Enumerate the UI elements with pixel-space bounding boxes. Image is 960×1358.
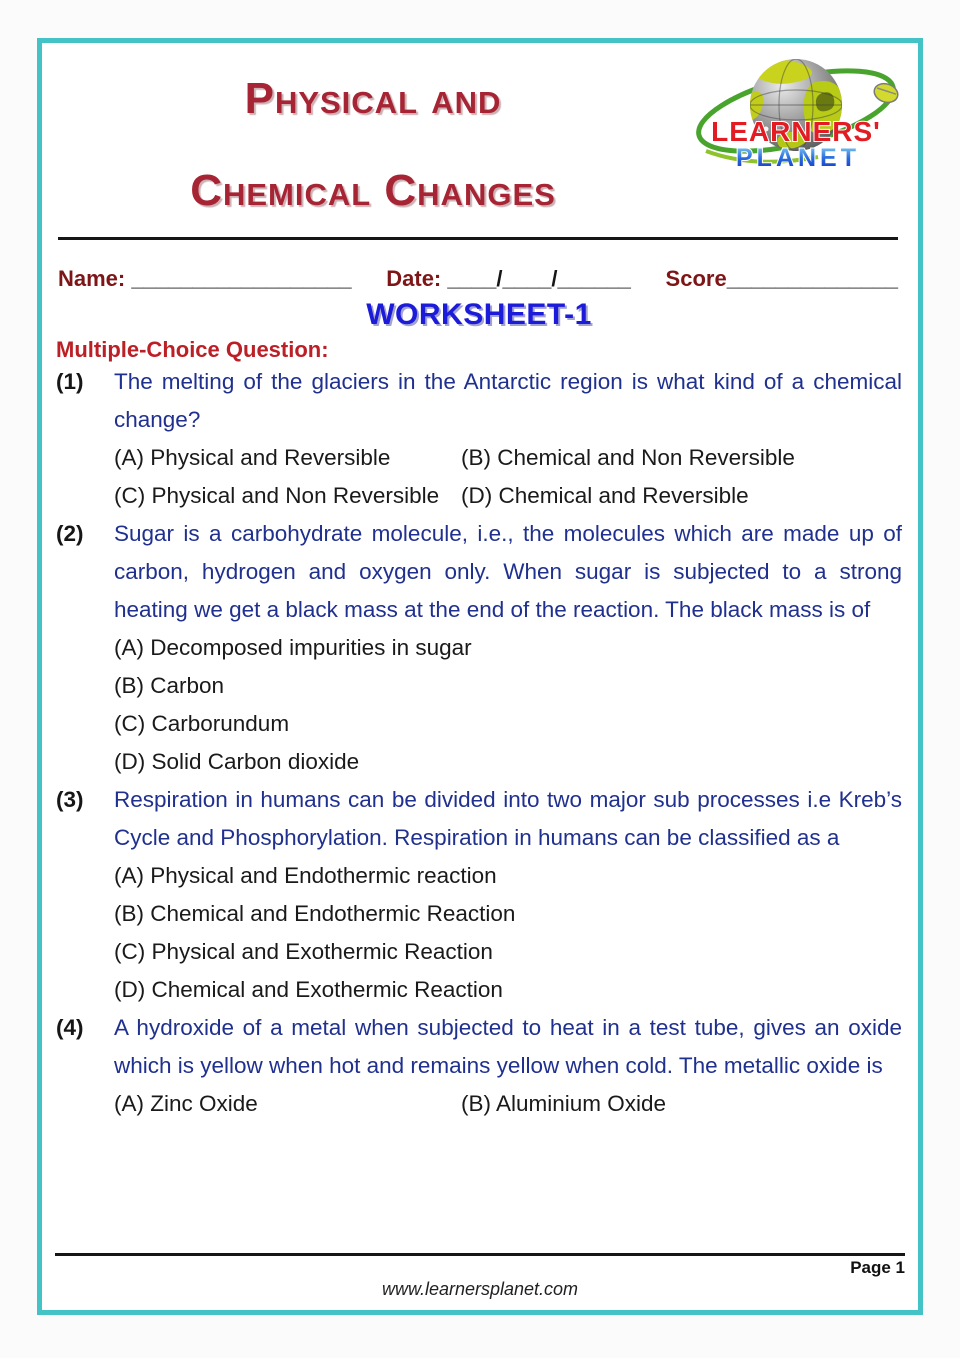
question-number: (3)	[56, 787, 84, 812]
page-title	[56, 53, 690, 237]
page-header	[56, 53, 902, 237]
question-text: The melting of the glaciers in the Antarctic region is what kind of a chemical change?	[114, 369, 902, 432]
option-d: (D) Solid Carbon dioxide	[114, 749, 360, 774]
mouse-icon	[872, 81, 900, 106]
footer-divider	[55, 1253, 905, 1256]
option-a: (A) Zinc Oxide	[114, 1091, 258, 1116]
logo-text-planet: PLANET	[736, 144, 860, 172]
score-blank-line: ______________	[726, 266, 898, 291]
date-label: Date:	[386, 266, 442, 291]
option-c: (C) Physical and Non Reversible	[114, 483, 440, 508]
options-grid	[114, 439, 902, 515]
score-field	[666, 266, 898, 292]
worksheet-page	[37, 38, 923, 1315]
header-divider	[58, 237, 898, 240]
title-line-2: Chemical Changes	[190, 166, 556, 215]
page-footer	[55, 1253, 905, 1300]
learners-planet-logo	[690, 53, 902, 175]
name-label: Name:	[58, 266, 126, 291]
option-b: (B) Aluminium Oxide	[461, 1091, 667, 1116]
date-blank-line: ____/____/______	[447, 266, 631, 291]
option-c: (C) Carborundum	[114, 711, 290, 736]
option-a: (A) Decomposed impurities in sugar	[114, 635, 472, 660]
option-b: (B) Carbon	[114, 673, 225, 698]
name-field	[58, 266, 352, 292]
section-label: Multiple-Choice Question:	[56, 337, 329, 362]
option-d: (D) Chemical and Reversible	[461, 483, 749, 508]
title-line-1: Physical and	[244, 74, 502, 123]
option-c: (C) Physical and Exothermic Reaction	[114, 939, 493, 964]
score-label: Score	[665, 266, 727, 291]
options-list	[114, 629, 902, 781]
question-number: (4)	[56, 1015, 84, 1040]
fields-row	[58, 266, 898, 292]
worksheet-title: WORKSHEET-1	[366, 298, 592, 331]
question-text: A hydroxide of a metal when subjected to heat in a test tube, gives an oxide which is yellow when hot and remains yellow when cold. The metallic oxide is	[114, 1015, 902, 1078]
options-list	[114, 857, 902, 1009]
question-3	[56, 781, 902, 1009]
page-number: Page 1	[850, 1258, 905, 1277]
option-a: (A) Physical and Endothermic reaction	[114, 863, 497, 888]
question-1	[56, 363, 902, 515]
question-4	[56, 1009, 902, 1123]
globe-logo-graphic	[690, 53, 902, 175]
option-d: (D) Chemical and Exothermic Reaction	[114, 977, 503, 1002]
website-url: www.learnersplanet.com	[381, 1279, 579, 1299]
logo-text-learners: LEARNERS'	[711, 116, 881, 147]
option-b: (B) Chemical and Non Reversible	[461, 445, 795, 470]
option-b: (B) Chemical and Endothermic Reaction	[114, 901, 516, 926]
question-number: (1)	[56, 369, 84, 394]
question-number: (2)	[56, 521, 84, 546]
options-grid	[114, 1085, 902, 1123]
date-field	[386, 266, 631, 292]
option-a: (A) Physical and Reversible	[114, 445, 391, 470]
question-text: Respiration in humans can be divided into two major sub processes i.e Kreb’s Cycle and Phosphorylation. Respiration in humans can be classified as a	[114, 787, 902, 850]
question-text: Sugar is a carbohydrate molecule, i.e., the molecules which are made up of carbon, hydrogen and oxygen only. When sugar is subjected to a strong heating we get a black mass at the end of the reaction. The black mass is of	[114, 521, 902, 622]
question-2	[56, 515, 902, 781]
name-blank-line: __________________	[131, 266, 352, 291]
